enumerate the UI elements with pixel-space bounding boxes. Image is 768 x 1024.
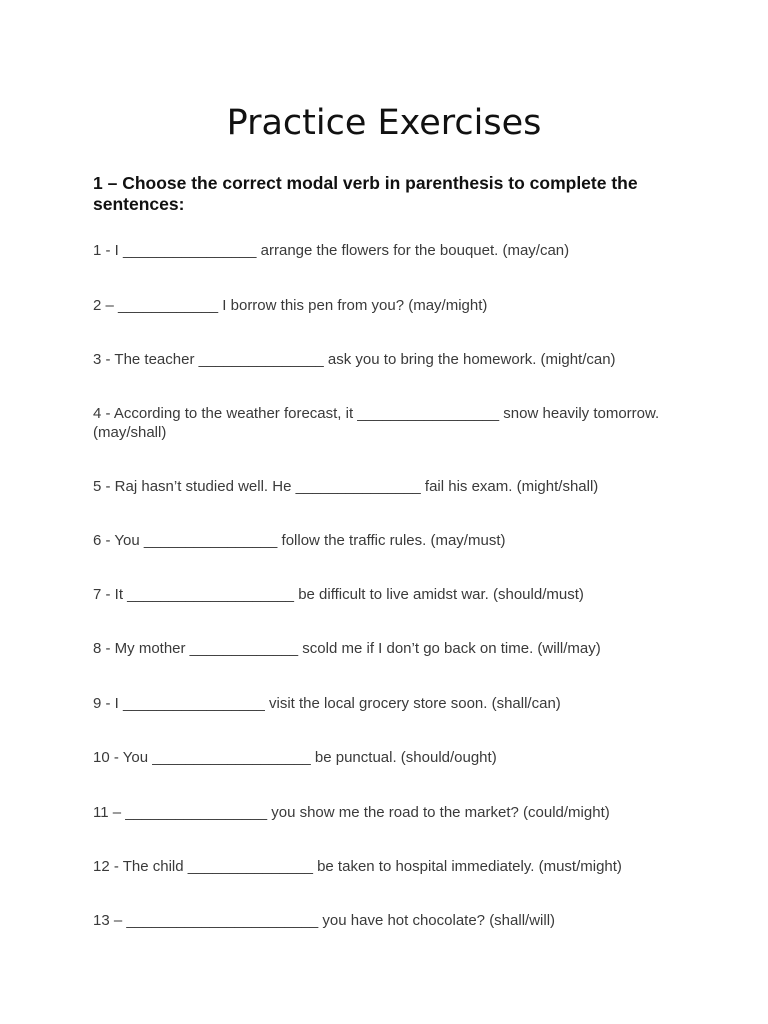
- exercise-item-8: 8 - My mother _____________ scold me if I don’t go back on time. (will/may): [93, 640, 601, 657]
- exercise-item-4: 4 - According to the weather forecast, it _________________ snow heavily tomorrow. (may/shall): [93, 405, 660, 441]
- exercise-item-1: 1 - I ________________ arrange the flowers for the bouquet. (may/can): [93, 242, 570, 259]
- page-title: Practice Exercises: [226, 103, 542, 143]
- exercise-item-12: 12 - The child _______________ be taken to hospital immediately. (must/might): [93, 858, 622, 875]
- exercise-item-6: 6 - You ________________ follow the traffic rules. (may/must): [93, 532, 506, 549]
- exercise-instruction: 1 – Choose the correct modal verb in parenthesis to complete the sentences:: [93, 173, 638, 214]
- exercise-item-7: 7 - It ____________________ be difficult to live amidst war. (should/must): [93, 586, 584, 603]
- exercise-item-3: 3 - The teacher _______________ ask you to bring the homework. (might/can): [93, 351, 616, 368]
- exercise-item-9: 9 - I _________________ visit the local grocery store soon. (shall/can): [93, 695, 561, 712]
- exercise-item-5: 5 - Raj hasn’t studied well. He _______________ fail his exam. (might/shall): [93, 478, 599, 495]
- exercise-item-10: 10 - You ___________________ be punctual. (should/ought): [93, 749, 497, 766]
- exercise-item-2: 2 – ____________ I borrow this pen from you? (may/might): [93, 297, 488, 314]
- exercise-item-11: 11 – _________________ you show me the road to the market? (could/might): [93, 804, 610, 821]
- exercise-item-13: 13 – _______________________ you have hot chocolate? (shall/will): [93, 912, 556, 929]
